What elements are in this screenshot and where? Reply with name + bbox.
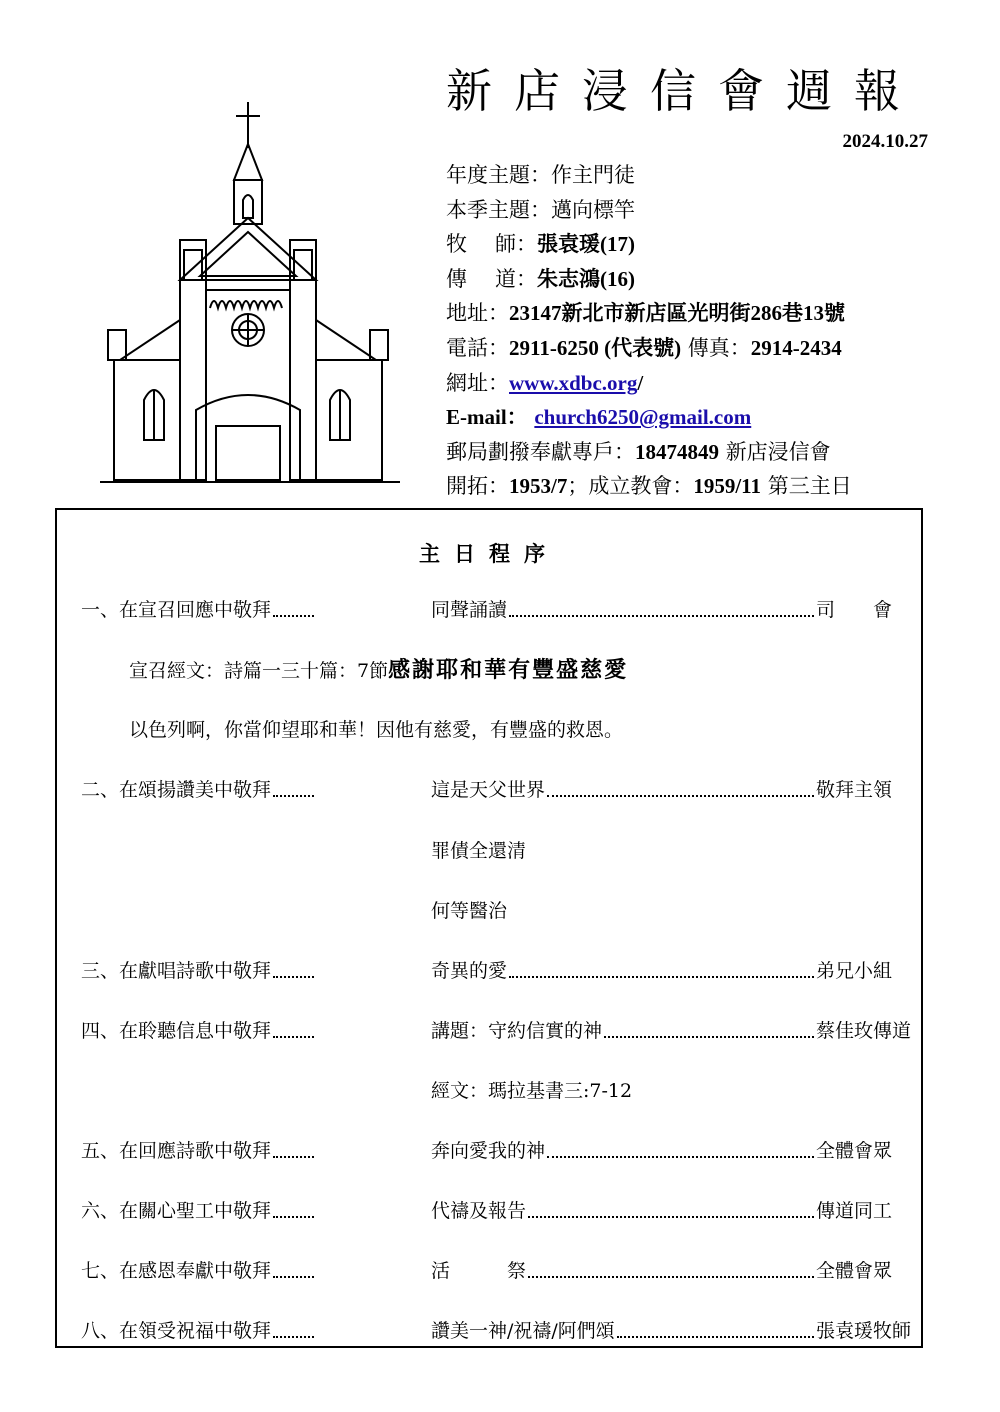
phone: 2911-6250 (代表號) [509, 335, 682, 360]
program-row [81, 1317, 911, 1345]
program-box [55, 508, 923, 1348]
bulletin-title: 新店浸信會週報 [446, 64, 922, 118]
postal-name: 新店浸信會 [725, 439, 831, 464]
address-label: 地址： [446, 301, 509, 326]
postal-label: 郵局劃撥奉獻專戶： [446, 439, 635, 464]
program-leader: 敬拜主領 [816, 779, 893, 801]
program-part: 三、在獻唱詩歌中敬拜 [81, 960, 272, 982]
program-row [81, 776, 911, 804]
program-row [81, 1257, 911, 1285]
program-row [81, 596, 911, 624]
web-label: 網址： [446, 370, 509, 395]
fax-label: 傳真： [687, 335, 751, 360]
call-verse-ref: 宣召經文：詩篇一三十篇：7節 [129, 660, 389, 682]
program-part: 一、在宣召回應中敬拜 [81, 599, 272, 621]
program-leader: 全體會眾 [816, 1260, 893, 1282]
theme-season-label: 本季主題： [446, 197, 551, 222]
founded: 1953/7 [509, 474, 568, 499]
program-title: 主日程序 [419, 541, 559, 566]
program-content: 代禱及報告 [431, 1200, 527, 1222]
email-link[interactable]: church6250@gmail.com [534, 405, 752, 430]
program-part: 二、在頌揚讚美中敬拜 [81, 779, 272, 801]
program-content: 同聲誦讀 [431, 599, 508, 621]
program-leader: 全體會眾 [816, 1140, 893, 1162]
call-verse [129, 655, 628, 685]
church-info: 年度主題：作主門徒 本季主題：邁向標竿 牧 師 ：張袁瑗(17) 傳 道 ：朱志鴻(16) 地址：23147新北市新店區光明街286巷13號 電話：2911-6250 (代表號) 傳真：2914-2434 網址：www.xdbc.org/ E-mail： church6250@gmail.com 郵局劃撥奉獻專戶：18474849 新店浸信會 開拓：1953/7；成立教會：1959/11 第三主日 [446, 163, 852, 499]
program-part: 六、在關心聖工中敬拜 [81, 1200, 272, 1222]
song-title: 何等醫治 [431, 900, 508, 922]
program-leader: 司 會 [816, 599, 893, 621]
program-content: 活 祭 [431, 1260, 527, 1282]
program-content: 讚美一神/祝禱/阿們頌 [431, 1320, 615, 1342]
pastor-label-a: 牧 [446, 232, 467, 257]
fax: 2914-2434 [750, 335, 842, 360]
preacher-label-b: 道 [495, 266, 516, 291]
program-content: 這是天父世界 [431, 779, 546, 801]
program-leader: 傳道同工 [816, 1200, 893, 1222]
program-part: 八、在領受祝福中敬拜 [81, 1320, 272, 1342]
song-title: 罪債全還清 [431, 840, 527, 862]
preacher-name: 朱志鴻(16) [537, 266, 635, 291]
website-link[interactable]: www.xdbc.org [509, 370, 638, 395]
program-row [81, 957, 911, 985]
program-content: 奇異的愛 [431, 960, 508, 982]
founded-label: 開拓： [446, 474, 509, 499]
scripture: 經文：瑪拉基書三:7-12 [431, 1080, 633, 1102]
established: 1959/11 [693, 474, 762, 499]
theme-year: 作主門徒 [551, 163, 635, 187]
theme-year-label: 年度主題： [446, 163, 551, 187]
program-content: 講題：守約信實的神 [431, 1020, 603, 1042]
phone-label: 電話： [446, 335, 509, 360]
pastor-label-b: 師 [495, 232, 516, 257]
sunday-label: 第三主日 [767, 474, 852, 499]
program-leader: 張袁瑗牧師 [816, 1320, 912, 1342]
established-label: ；成立教會： [567, 474, 694, 499]
program-part: 七、在感恩奉獻中敬拜 [81, 1260, 272, 1282]
program-row [81, 1137, 911, 1165]
program-row [81, 1197, 911, 1225]
call-verse-text: 以色列啊，你當仰望耶和華！因他有慈愛，有豐盛的救恩。 [129, 719, 624, 741]
email-label: E-mail： [446, 405, 528, 430]
postal-number: 18474849 [635, 439, 719, 464]
call-verse-title: 感謝耶和華有豐盛慈愛 [388, 657, 629, 683]
program-leader: 弟兄小組 [816, 960, 893, 982]
program-content: 奔向愛我的神 [431, 1140, 546, 1162]
program-row [81, 1017, 911, 1045]
program-leader: 蔡佳玫傳道 [816, 1020, 912, 1042]
church-illustration-icon [100, 100, 400, 490]
preacher-label-a: 傳 [446, 266, 467, 291]
theme-season: 邁向標竿 [551, 197, 635, 222]
address: 23147新北市新店區光明街286巷13號 [509, 301, 845, 326]
pastor-name: 張袁瑗(17) [537, 232, 635, 257]
program-part: 五、在回應詩歌中敬拜 [81, 1140, 272, 1162]
bulletin-date: 2024.10.27 [842, 131, 928, 152]
program-part: 四、在聆聽信息中敬拜 [81, 1020, 272, 1042]
web-suffix: / [637, 370, 644, 395]
